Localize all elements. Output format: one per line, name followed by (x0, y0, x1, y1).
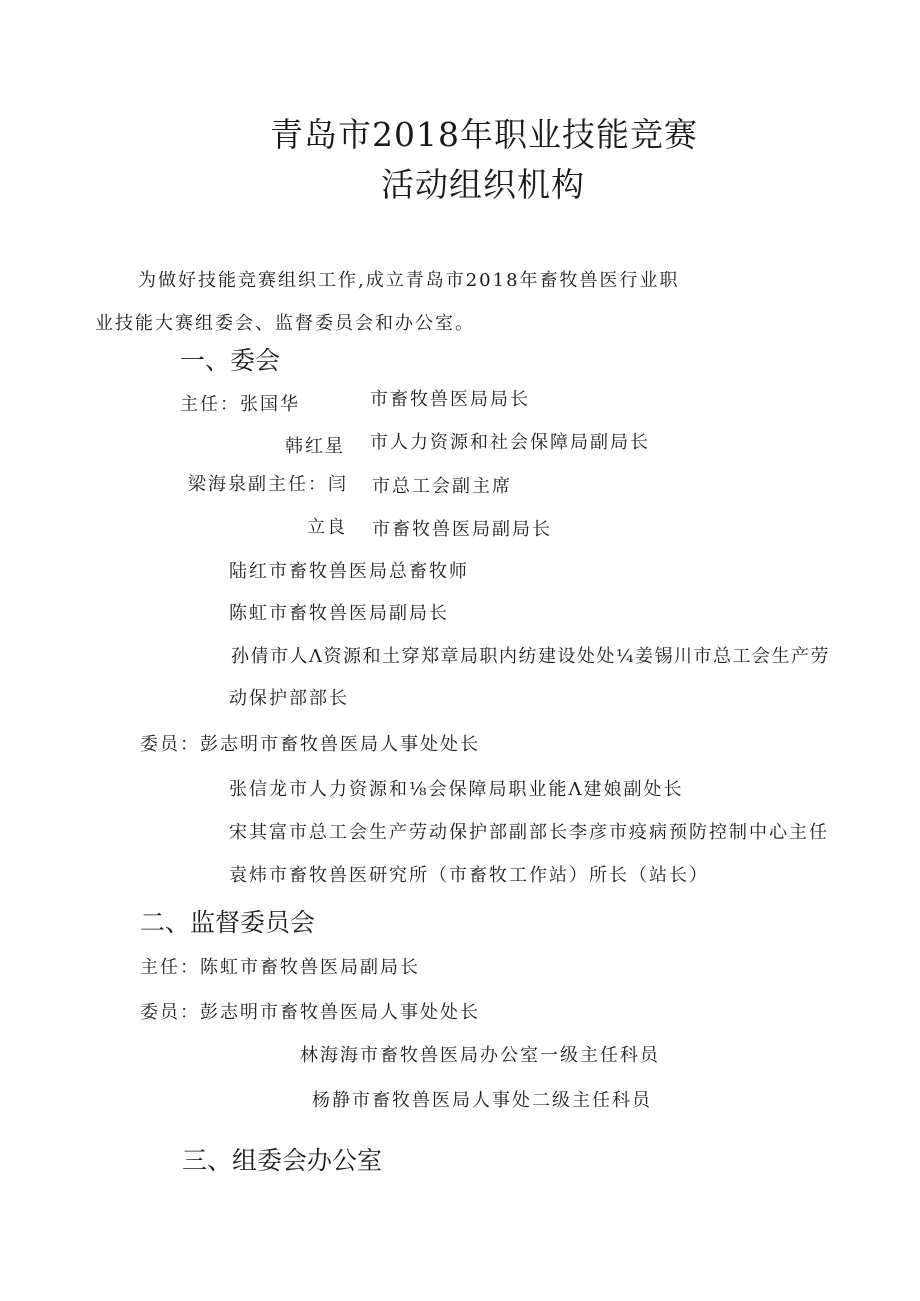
intro-line1: 为做好技能竞赛组织工作,成立青岛市2018年畜牧兽医行业职 (138, 270, 680, 291)
section1-member3-name: 立良 (307, 517, 347, 538)
section2-director: 主任：陈虹市畜牧兽医局副局长 (140, 957, 420, 978)
section2-line-a: 林海海市畜牧兽医局办公室一级主任科员 (300, 1045, 660, 1066)
section1-line-c: 孙倩市人Λ资源和土穿郑章局职内纺建设处处¼姜锡川市总工会生产劳 (231, 646, 830, 667)
section1-member3-title: 市畜牧兽医局副局长 (372, 519, 552, 540)
section1-line-b: 陈虹市畜牧兽医局副局长 (229, 603, 449, 624)
intro-line2: 业技能大赛组委会、监督委员会和办公室。 (95, 313, 475, 334)
section1-member2-title: 市总工会副主席 (372, 476, 512, 497)
section1-line-d: 动保护部部长 (229, 688, 349, 709)
section1-member1-name: 韩红星 (285, 436, 345, 457)
section1-line-f: 宋其富市总工会生产劳动保护部副部长李彦市疫病预防控制中心主任 (229, 822, 829, 843)
section1-committee-label: 委员：彭志明市畜牧兽医局人事处处长 (140, 734, 480, 755)
section1-line-a: 陆红市畜牧兽医局总畜牧师 (229, 561, 469, 582)
section1-member2-name: 梁海泉副主任：闫 (188, 474, 348, 495)
section1-line-e: 张信龙市人力资源和⅛会保障局职业能Λ建娘副处长 (229, 779, 684, 800)
section1-director-label: 主任：张国华 (180, 394, 300, 415)
doc-title-line2: 活动组织机构 (381, 165, 585, 204)
section2-committee: 委员：彭志明市畜牧兽医局人事处处长 (140, 1002, 480, 1023)
section1-member1-title: 市人力资源和社会保障局副局长 (370, 432, 650, 453)
doc-title-line1: 青岛市2018年职业技能竞赛 (270, 115, 698, 154)
section1-director-title: 市畜牧兽医局局长 (370, 389, 530, 410)
section1-heading: 一、委会 (180, 346, 281, 375)
section2-line-b: 杨静市畜牧兽医局人事处二级主任科员 (312, 1090, 652, 1111)
section3-heading: 三、组委会办公室 (182, 1146, 383, 1175)
section2-heading: 二、监督委员会 (140, 908, 316, 937)
section1-line-g: 袁炜市畜牧兽医研究所（市畜牧工作站）所长（站长） (229, 865, 709, 886)
